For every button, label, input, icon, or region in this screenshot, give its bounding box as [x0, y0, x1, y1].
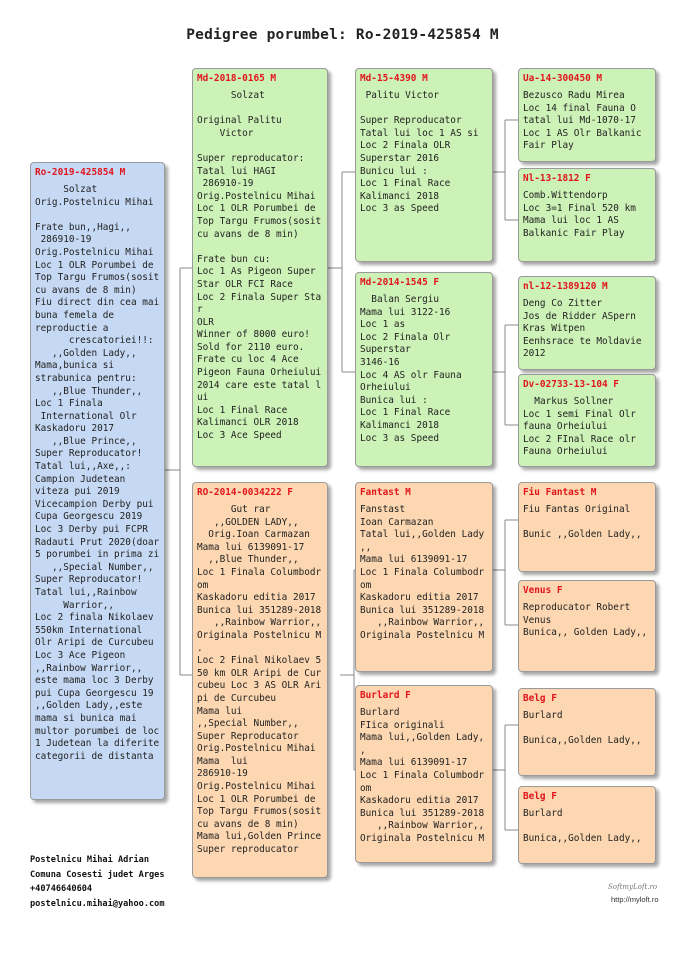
great-grandparent-1-card — [518, 68, 656, 162]
great-grandparent-5-notes: Fiu Fantas Original Bunic ,,Golden Lady,, — [523, 504, 642, 541]
subject-ring: Ro-2019-425854 M — [35, 167, 126, 178]
great-grandparent-2-notes: Comb.Wittendorp Loc 3=1 Final 520 km Mama lui loc 1 AS Balkanic Fair Play — [523, 190, 636, 239]
great-grandparent-7-card — [518, 688, 656, 776]
great-grandparent-7-notes: Burlard Bunica,,Golden Lady,, — [523, 710, 642, 747]
great-grandparent-8-card — [518, 786, 656, 864]
great-grandparent-6-notes: Reproducator Robert Venus Bunica,, Golden Lady,, — [523, 602, 648, 639]
great-grandparent-4-card — [518, 374, 656, 467]
great-grandparent-5-card — [518, 482, 656, 572]
grandsire-paternal-notes: Palitu Victor Super Reproducator Tatal lui loc 1 AS si Loc 2 Finala OLR Superstar 2016 Bunicu lui : Loc 1 Final Race Kalimanci 2018 Loc 3 as Speed — [360, 90, 479, 215]
granddam-paternal-card — [355, 272, 493, 467]
granddam-paternal-ring: Md-2014-1545 F — [360, 277, 440, 288]
great-grandparent-3-ring: nl-12-1389120 M — [523, 281, 608, 292]
great-grandparent-2-ring: Nl-13-1812 F — [523, 173, 591, 184]
breeder-email[interactable]: postelnicu.mihai@yahoo.com — [30, 898, 165, 909]
breeder-phone: +40746640604 — [30, 884, 93, 894]
grandsire-maternal-ring: Fantast M — [360, 487, 411, 498]
dam-ring: RO-2014-0034222 F — [197, 487, 293, 498]
great-grandparent-4-notes: Markus Sollner Loc 1 semi Final Olr fauna Orheiului Loc 2 FInal Race olr Fauna Orheiului — [523, 396, 636, 458]
grandsire-maternal-notes: Fanstast Ioan Carmazan Tatal lui,,Golden Lady ,, Mama lui 6139091-17 Loc 1 Finala Columbodr om Kaskadoru editia 2017 Bunica lui 351289-2018 ,,Rainbow Warrior,, Originala Postelnicu M — [360, 504, 485, 641]
dam-notes: Gut rar ,,GOLDEN LADY,, Orig.Ioan Carmazan Mama lui 6139091-17 ,,Blue Thunder,, Loc 1 Finala Columbodr om Kaskadoru editia 2017 Bunica lui 351289-2018 ,,Rainbow Warrior,, Originala Postelnicu M . Loc 2 Final Nikolaev 5 50 km OLR Aripi de Cur cubeu Loc 3 AS OLR Ari pi de Curcubeu Mama lui ,,Special Number,, Super Reproducator Orig.Postelnicu Mihai Mama lui 286910-19 Orig.Postelnicu Mihai Loc 1 OLR Porumbei de Top Targu Frumos(sosit cu avans de 8 min) Mama lui,Golden Prince Super reproducator — [197, 504, 322, 856]
page-title: Pedigree porumbel: Ro-2019-425854 M — [186, 27, 499, 43]
sire-notes: Solzat Original Palitu Victor Super reproducator: Tatal lui HAGI 286910-19 Orig.Postelnicu Mihai Loc 1 OLR Porumbei de Top Targu Frumos(sosit cu avans de 8 min) Frate bun cu: Loc 1 As Pigeon Super Star OLR FCI Race Loc 2 Finala Super Sta r OLR Winner of 8000 euro! Sold for 2110 euro. Frate cu loc 4 Ace Pigeon Fauna Orheiului 2014 care este tatal l ui Loc 1 Final Race Kalimanci OLR 2018 Loc 3 Ace Speed — [197, 90, 322, 442]
software-signature: SoftmyLoft.ro — [608, 883, 658, 891]
great-grandparent-3-notes: Deng Co Zitter Jos de Ridder ASpern Kras Witpen Eenhsrace te Moldavie 2012 — [523, 298, 642, 360]
great-grandparent-2-card — [518, 168, 656, 262]
subject-notes: Solzat Orig.Postelnicu Mihai Frate bun,,Hagi,, 286910-19 Orig.Postelnicu Mihai Loc 1 OLR Porumbei de Top Targu Frumos(sosit cu avans de 8 min) Fiu direct din cea mai buna femela de reproductie a crescatoriei!!: ,,Golden Lady,, Mama,bunica si strabunica pentru: ,,Blue Thunder,, Loc 1 Finala International Olr Kaskadoru 2017 ,,Blue Prince,, Super Reproducator! Tatal lui,,Axe,,: Campion Judetean viteza pui 2019 Vicecampion Derby pui Cupa Georgescu 2019 Loc 3 Derby pui FCPR Radauti Prut 2020(doar 5 porumbei in prima zi ,,Special Number,, Super Reproducator! Tatal lui,,Rainbow Warrior,, Loc 2 finala Nikolaev 550km International Olr Aripi de Curcubeu Loc 3 Ace Pigeon ,,Rainbow Warrior,, este mama loc 3 Derby pui Cupa Georgescu 19 ,,Golden Lady,,este mama si bunica mai multor porumbei de loc 1 Judetean la diferite categorii de distanta — [35, 184, 160, 762]
great-grandparent-6-ring: Venus F — [523, 585, 563, 596]
great-grandparent-1-notes: Bezusco Radu Mirea Loc 14 final Fauna O tatal lui Md-1070-17 Loc 1 AS Olr Balkanic Fair Play — [523, 90, 642, 152]
great-grandparent-5-ring: Fiu Fantast M — [523, 487, 597, 498]
grandsire-paternal-ring: Md-15-4390 M — [360, 73, 428, 84]
great-grandparent-6-card — [518, 580, 656, 672]
great-grandparent-8-notes: Burlard Bunica,,Golden Lady,, — [523, 808, 642, 845]
great-grandparent-4-ring: Dv-02733-13-104 F — [523, 379, 619, 390]
great-grandparent-1-ring: Ua-14-300450 M — [523, 73, 603, 84]
grandsire-paternal-card — [355, 68, 493, 262]
breeder-address: Comuna Cosesti judet Arges — [30, 869, 165, 880]
dam-card — [192, 482, 328, 878]
breeder-contact — [30, 853, 165, 911]
breeder-name: Postelnicu Mihai Adrian — [30, 855, 149, 865]
sire-ring: Md-2018-0165 M — [197, 73, 277, 84]
granddam-maternal-notes: Burlard FIica originali Mama lui,,Golden Lady, , Mama lui 6139091-17 Loc 1 Finala Columbodr om Kaskadoru editia 2017 Bunica lui 351289-2018 ,,Rainbow Warrior,, Originala Postelnicu M — [360, 707, 485, 844]
sire-card — [192, 68, 328, 467]
subject-card — [30, 162, 165, 800]
granddam-maternal-card — [355, 685, 493, 863]
great-grandparent-7-ring: Belg F — [523, 693, 557, 704]
great-grandparent-3-card — [518, 276, 656, 370]
granddam-maternal-ring: Burlard F — [360, 690, 411, 701]
grandsire-maternal-card — [355, 482, 493, 672]
great-grandparent-8-ring: Belg F — [523, 791, 557, 802]
granddam-paternal-notes: Balan Sergiu Mama lui 3122-16 Loc 1 as Loc 2 Finala Olr Superstar 3146-16 Loc 4 AS olr Fauna Orheiului Bunica lui : Loc 1 Final Race Kalimanci 2018 Loc 3 as Speed — [360, 294, 462, 444]
software-url[interactable]: http://myloft.ro — [611, 895, 659, 904]
